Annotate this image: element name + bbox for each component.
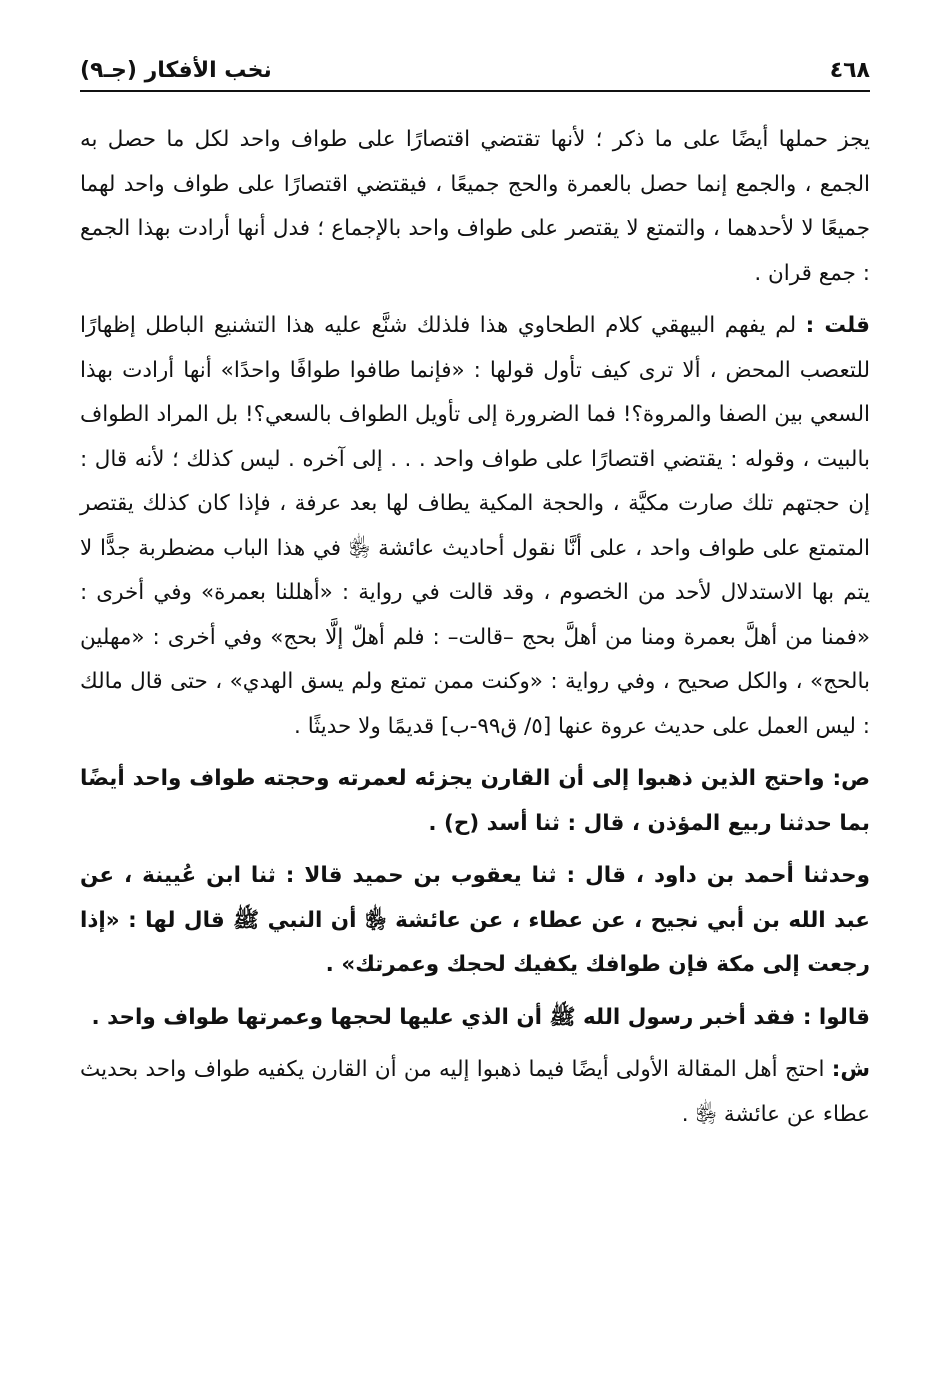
paragraph-3-text: واحتج الذين ذهبوا إلى أن القارن يجزئه لعمرته وحجته طواف واحد أيضًا بما حدثنا ربيع المؤذن ، قال : ثنا أسد (ح) . — [80, 766, 870, 836]
paragraph-2-text: لم يفهم البيهقي كلام الطحاوي هذا فلذلك شنَّع عليه هذا التشنيع الباطل إظهارًا للتعصب المحض ، ألا ترى كيف تأول قولها : «فإنما طافوا طوافًا واحدًا» أنها أرادت بهذا السعي بين الصفا والمروة؟! فما الضرورة إلى تأويل الطواف بالسعي؟! بل المراد الطواف بالبيت ، وقوله : يقتضي اقتصارًا على طواف واحد . . . إلى آخره . ليس كذلك ؛ لأنه قال : إن حجتهم تلك صارت مكيَّة ، والحجة المكية يطاف لها بعد عرفة ، فإذا كان كذلك يقتصر المتمتع على طواف واحد ، على أنَّا نقول أحاديث عائشة ﵂ في هذا الباب مضطربة جدًّا لا يتم بها الاستدلال لأحد من الخصوم ، وقد قالت في رواية : «أهللنا بعمرة» وفي أخرى : «فمنا من أهلَّ بعمرة ومنا من أهلَّ بحج –قالت– : فلم أهلّ إلَّا بحج» وفي أخرى : «مهلين بالحج» ، والكل صحيح ، وفي رواية : «وكنت ممن تمتع ولم يسق الهدي» ، حتى قال مالك : ليس العمل على حديث عروة عنها [٥/ ق٩٩-ب] قديمًا ولا حديثًا . — [80, 313, 870, 739]
paragraph-3 — [80, 757, 870, 846]
paragraph-5 — [80, 996, 870, 1041]
paragraph-6-lead: ش: — [831, 1057, 870, 1082]
header-divider — [80, 90, 870, 92]
page-number: ٤٦٨ — [829, 58, 870, 83]
paragraph-1-text: يجز حملها أيضًا على ما ذكر ؛ لأنها تقتضي اقتصارًا على طواف واحد لكل ما حصل به الجمع ، والجمع إنما حصل بالعمرة والحج جميعًا ، فيقتضي اقتصارًا على طواف واحد لهما جميعًا لا لأحدهما ، والتمتع لا يقتصر على طواف واحد بالإجماع ؛ فدل أنها أرادت بهذا الجمع : جمع قران . — [80, 127, 870, 286]
book-title: نخب الأفكار (جـ٩) — [80, 58, 272, 83]
page — [80, 40, 870, 1145]
running-header — [80, 40, 870, 86]
paragraph-3-lead: ص: — [832, 766, 870, 791]
paragraph-1 — [80, 118, 870, 296]
paragraph-6 — [80, 1048, 870, 1137]
paragraph-2 — [80, 304, 870, 749]
paragraph-4-text: وحدثنا أحمد بن داود ، قال : ثنا يعقوب بن حميد قالا : ثنا ابن عُيينة ، عن عبد الله بن أبي نجيح ، عن عطاء ، عن عائشة ﵂ أن النبي ﷺ قال لها : «إذا رجعت إلى مكة فإن طوافك يكفيك لحجك وعمرتك» . — [80, 863, 870, 977]
paragraph-6-text: احتج أهل المقالة الأولى أيضًا فيما ذهبوا إليه من أن القارن يكفيه طواف واحد بحديث عطاء عن عائشة ﵂ . — [80, 1057, 870, 1127]
paragraph-5-text: قالوا : فقد أخبر رسول الله ﷺ أن الذي عليها لحجها وعمرتها طواف واحد . — [91, 1004, 870, 1030]
paragraph-2-lead: قلت : — [805, 313, 870, 338]
paragraph-4 — [80, 854, 870, 988]
